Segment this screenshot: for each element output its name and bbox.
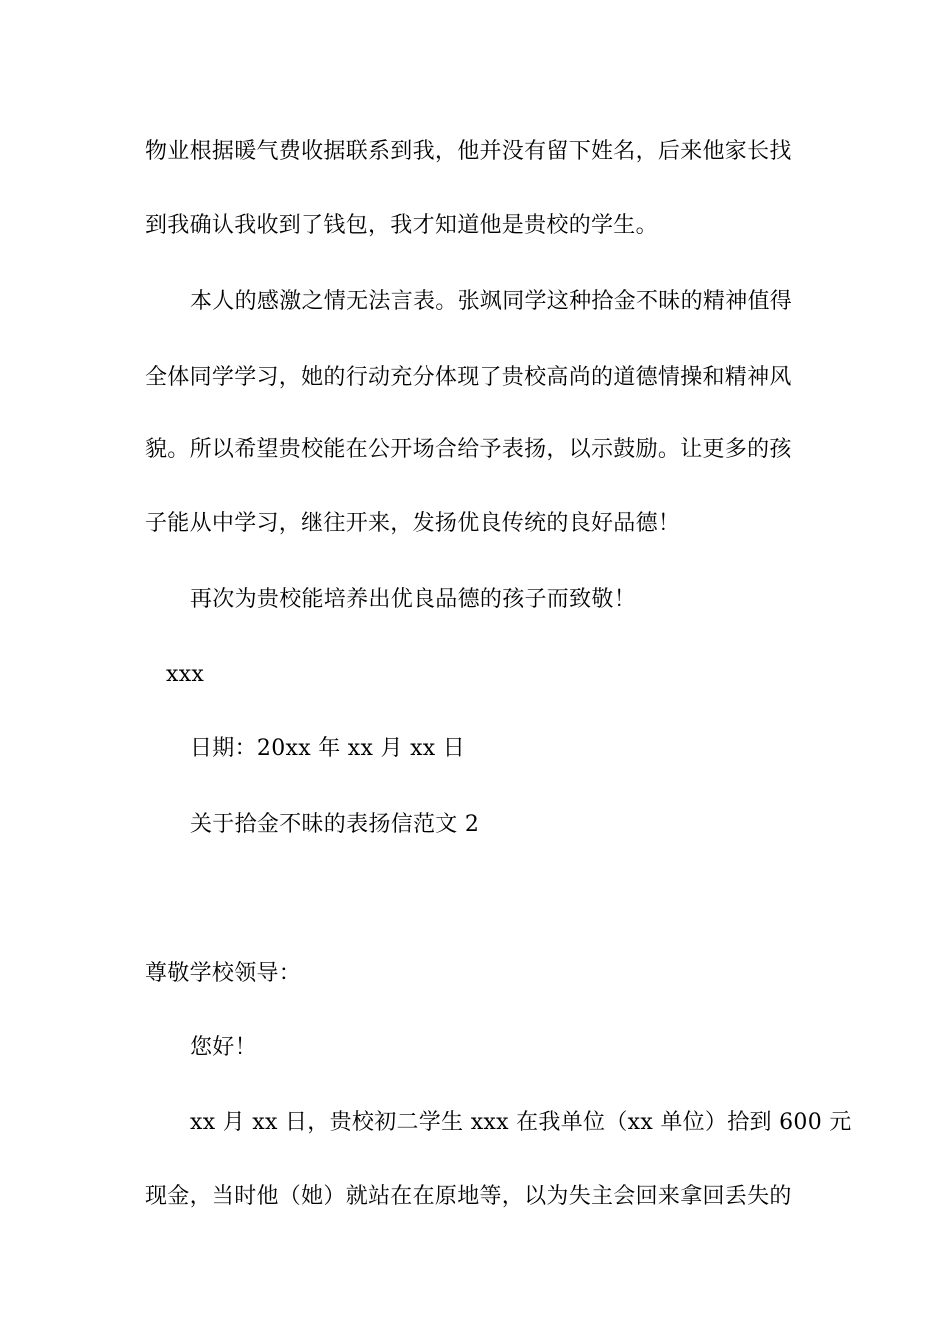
paragraph-line: 本人的感激之情无法言表。张飒同学这种拾金不昧的精神值得 xyxy=(190,289,793,314)
paragraph-line: 全体同学学习，她的行动充分体现了贵校高尚的道德情操和精神风 xyxy=(145,365,792,390)
paragraph-line: 再次为贵校能培养出优良品德的孩子而致敬！ xyxy=(190,587,637,612)
section-title: 关于拾金不昧的表扬信范文 2 xyxy=(190,812,480,837)
paragraph-line: 现金，当时他（她）就站在在原地等，以为失主会回来拿回丢失的 xyxy=(145,1184,792,1209)
greeting: 您好！ xyxy=(190,1035,257,1060)
paragraph-line: 貌。所以希望贵校能在公开场合给予表扬，以示鼓励。让更多的孩 xyxy=(145,437,792,462)
paragraph-line: 物业根据暖气费收据联系到我，他并没有留下姓名，后来他家长找 xyxy=(145,139,792,164)
salutation: 尊敬学校领导： xyxy=(145,961,302,986)
signature: xxx xyxy=(166,662,205,687)
paragraph-line: xx 月 xx 日，贵校初二学生 xxx 在我单位（xx 单位）拾到 600 元 xyxy=(190,1110,852,1135)
paragraph-line: 到我确认我收到了钱包，我才知道他是贵校的学生。 xyxy=(145,213,658,238)
paragraph-line: 子能从中学习，继往开来，发扬优良传统的良好品德！ xyxy=(145,511,681,536)
date-line: 日期：20xx 年 xx 月 xx 日 xyxy=(190,736,466,761)
